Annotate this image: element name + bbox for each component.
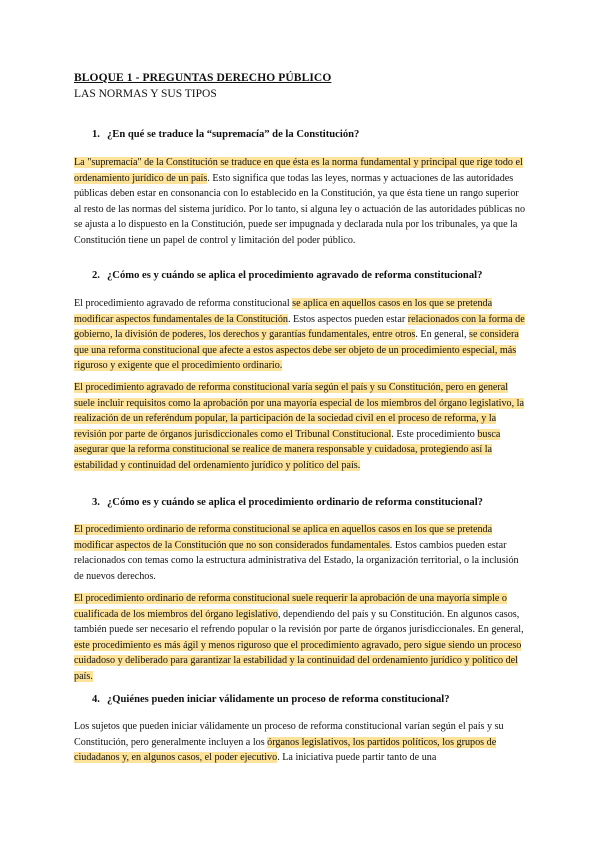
plain-text: . En general, bbox=[415, 329, 470, 341]
plain-text: . Esto significa que todas las leyes, normas y actuaciones de las autoridades públicas deben estar en consonancia con lo establecido en la Constitución, ya que ésta tiene un rango superior al resto de las normas del sistema jurídico. Por lo tanto, si alguna ley o actuación de las autoridades públicas no se ajusta a lo dispuesto en la Constitución, puede ser impugnada y declarada nula por los tribunales, ya que la Constitución tiene un papel de control y limitación del poder público. bbox=[74, 172, 526, 246]
question-number: 4. bbox=[92, 694, 100, 705]
highlighted-text: El procedimiento ordinario de reforma constitucional suele requerir la aprobación de una mayoría simple o cualificada de los miembros del órgano legislativo bbox=[74, 593, 507, 620]
answer-3-paragraph-1 bbox=[74, 522, 528, 584]
question-number: 3. bbox=[92, 497, 100, 508]
highlighted-text: El procedimiento agravado de reforma constitucional varía según el país y su Constitución, pero en general suele incluir requisitos como la aprobación por una mayoría especial de los miembros del órgano legislativo, la realización de un referéndum popular, la participación de la sociedad civil en el proceso de reforma, y la revisión por parte de órganos jurisdiccionales como el Tribunal Constitucional bbox=[74, 382, 524, 440]
answer-1-paragraph bbox=[74, 155, 528, 249]
highlighted-text: este procedimiento es más ágil y menos riguroso que el procedimiento agravado, pero sigue siendo un proceso cuidadoso y deliberado para garantizar la estabilidad y la continuidad del ordenamiento jurídico y político del país. bbox=[74, 639, 522, 682]
highlighted-text: se considera que una reforma constitucional que afecte a estos aspectos debe ser objeto de un procedimiento especial, más riguroso y exigente que el procedimiento ordinario. bbox=[74, 329, 519, 372]
answer-2-paragraph-2 bbox=[74, 380, 528, 474]
question-1 bbox=[92, 129, 359, 140]
highlighted-text: órganos legislativos, los partidos políticos, los grupos de ciudadanos y, en algunos casos, el poder ejecutivo bbox=[74, 736, 497, 764]
question-text: ¿En qué se traduce la “supremacía” de la Constitución? bbox=[107, 129, 360, 140]
question-text: ¿Quiénes pueden iniciar válidamente un proceso de reforma constitucional? bbox=[107, 694, 450, 705]
plain-text: . Este procedimiento bbox=[391, 428, 478, 440]
plain-text: . Estos aspectos pueden estar bbox=[287, 313, 408, 325]
question-number: 1. bbox=[92, 129, 100, 140]
plain-text: . La iniciativa puede partir tanto de una bbox=[277, 752, 437, 764]
answer-3-paragraph-2 bbox=[74, 591, 528, 685]
plain-text: , dependiendo del país y su Constitución. En algunos casos, también puede ser necesario el refrendo popular o la revisión por parte de órganos jurisdiccionales. En general, bbox=[74, 608, 524, 636]
answer-4-paragraph bbox=[74, 719, 528, 766]
plain-text: Los sujetos que pueden iniciar válidamente un proceso de reforma constitucional varían según el país y su Constitución, pero generalmente incluyen a los bbox=[74, 721, 504, 748]
question-text: ¿Cómo es y cuándo se aplica el procedimiento ordinario de reforma constitucional? bbox=[107, 497, 483, 508]
highlighted-text: busca asegurar que la reforma constitucional se realice de manera responsable y cuidadosa, protegiendo así la estabilidad y continuidad del ordenamiento jurídico y político del país. bbox=[74, 428, 501, 471]
question-4 bbox=[92, 694, 450, 705]
highlighted-text: La "supremacía" de la Constitución se traduce en que ésta es la norma fundamental y principal que rige todo el ordenamiento jurídico de un país bbox=[74, 157, 523, 184]
question-text: ¿Cómo es y cuándo se aplica el procedimiento agravado de reforma constitucional? bbox=[107, 270, 483, 281]
question-3 bbox=[92, 497, 483, 508]
document-subtitle: LAS NORMAS Y SUS TIPOS bbox=[74, 88, 217, 100]
highlighted-text: relacionados con la forma de gobierno, la división de poderes, los derechos y garantías fundamentales, entre otros bbox=[74, 313, 525, 341]
plain-text: . Estos cambios pueden estar relacionados con temas como la estructura administrativa del Estado, la organización territorial, o la inclusión de nuevos derechos. bbox=[74, 539, 519, 582]
answer-2-paragraph-1 bbox=[74, 296, 528, 374]
document-title: BLOQUE 1 - PREGUNTAS DERECHO PÚBLICO bbox=[74, 72, 332, 84]
plain-text: El procedimiento agravado de reforma constitucional bbox=[74, 298, 293, 309]
highlighted-text: se aplica en aquellos casos en los que se pretenda modificar aspectos fundamentales de la Constitución bbox=[74, 298, 493, 325]
question-number: 2. bbox=[92, 270, 100, 281]
highlighted-text: El procedimiento ordinario de reforma constitucional se aplica en aquellos casos en los que se pretenda modificar aspectos de la Constitución que no son considerados fundamentales bbox=[74, 524, 493, 551]
question-2 bbox=[92, 270, 482, 281]
